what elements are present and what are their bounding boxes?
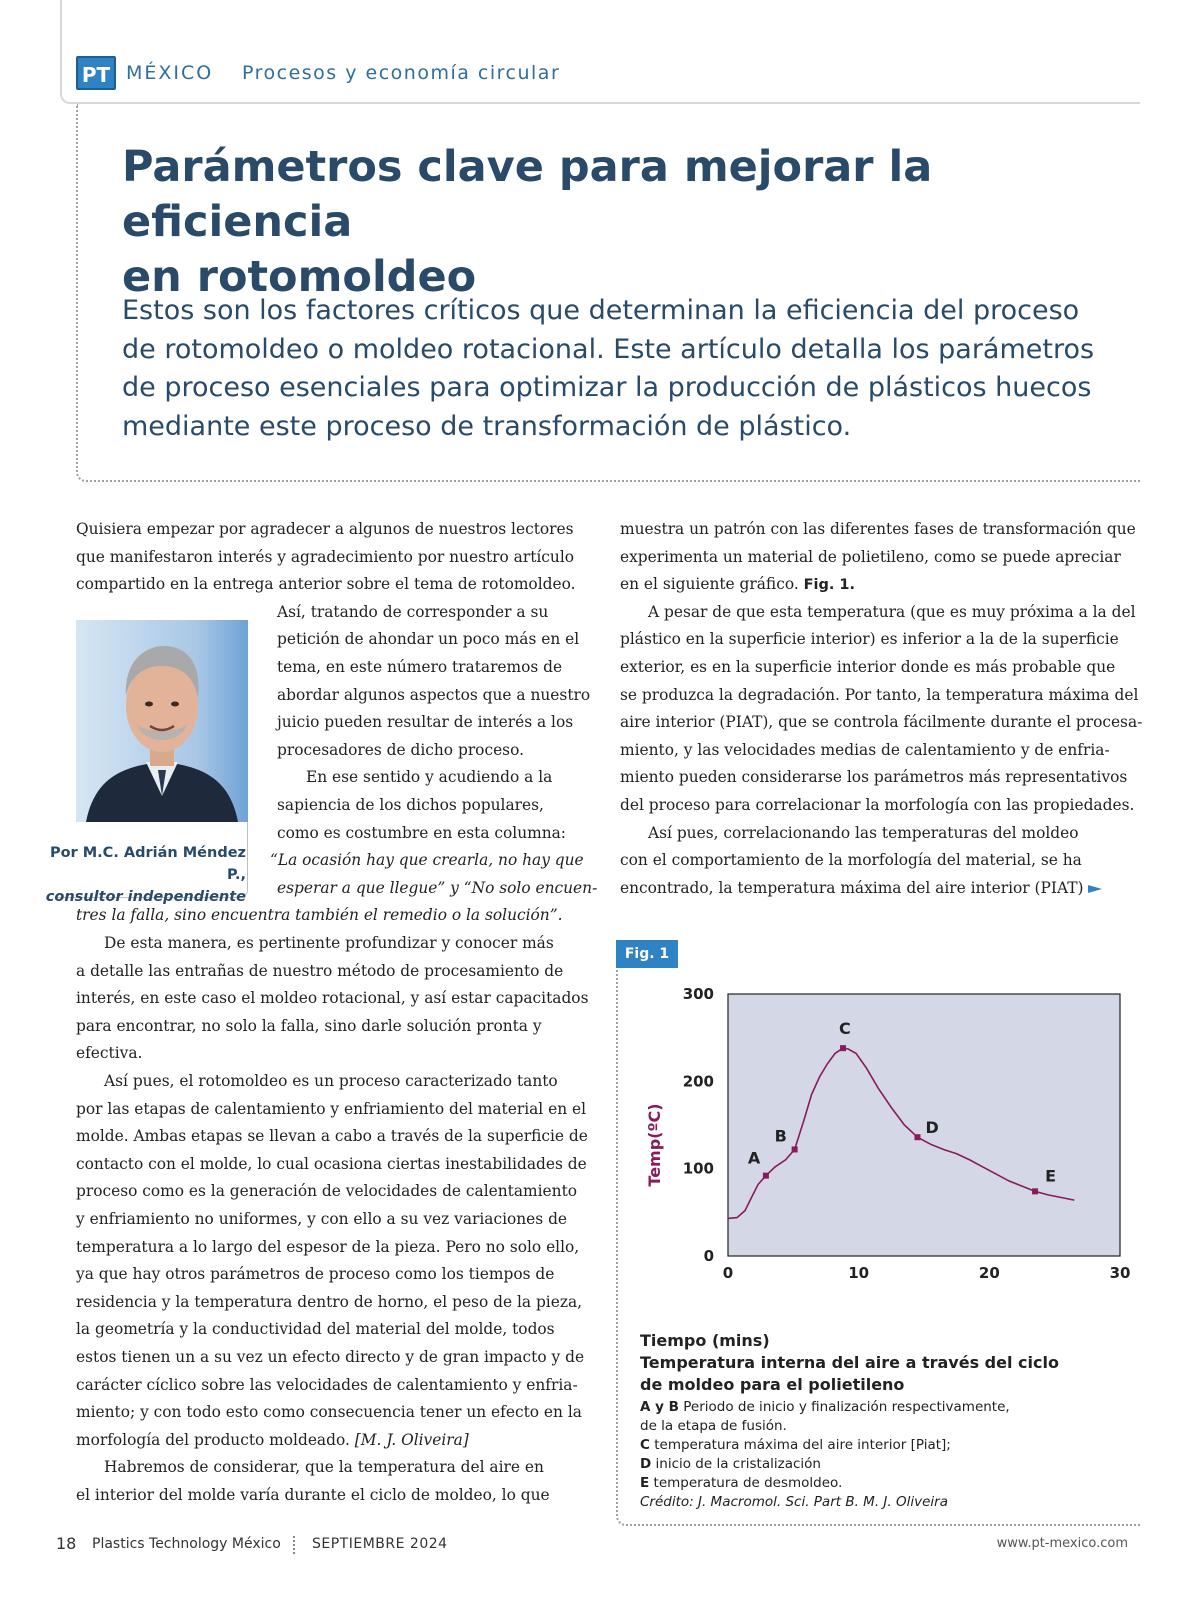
y-tick-label: 300 bbox=[682, 985, 714, 1003]
title-line: Parámetros clave para mejorar la eficiencia bbox=[122, 142, 933, 247]
author-photo bbox=[76, 620, 248, 822]
marker-point bbox=[840, 1045, 846, 1051]
author-byline bbox=[26, 842, 246, 908]
article-title bbox=[122, 140, 1122, 305]
quote-line: esperar a que llegue” y “No solo encuen- bbox=[277, 878, 598, 897]
issue-date: SEPTIEMBRE 2024 bbox=[312, 1536, 448, 1552]
note-text: temperatura de desmoldeo. bbox=[653, 1475, 843, 1491]
footer-divider bbox=[293, 1536, 295, 1554]
y-tick-label: 100 bbox=[682, 1159, 714, 1178]
author-role: consultor independiente bbox=[45, 889, 246, 905]
body-line: sapiencia de los dichos populares, bbox=[277, 796, 544, 814]
lead-line: Estos son los factores críticos que determinan la eficiencia del proceso bbox=[122, 295, 1080, 326]
y-axis-label: Temp(ºC) bbox=[645, 1103, 664, 1187]
publication-name: Plastics Technology México bbox=[92, 1536, 281, 1552]
body-line: proceso como es la generación de velocidades de calentamiento bbox=[76, 1182, 578, 1201]
lead-line: de proceso esenciales para optimizar la producción de plásticos huecos bbox=[122, 372, 1092, 403]
marker-label: B bbox=[774, 1126, 787, 1146]
note-text: inicio de la cristalización bbox=[655, 1456, 821, 1472]
note-text: temperatura máxima del aire interior [Piat]; bbox=[654, 1437, 951, 1453]
body-line: En ese sentido y acudiendo a la bbox=[306, 768, 553, 787]
continue-arrow-icon bbox=[1088, 885, 1102, 893]
body-line: De esta manera, es pertinente profundizar y conocer más bbox=[104, 934, 554, 952]
note-key: E bbox=[640, 1475, 650, 1491]
body-line: miento, y las velocidades medias de calentamiento y de enfria- bbox=[620, 740, 1110, 759]
body-line: abordar algunos aspectos que a nuestro bbox=[277, 685, 591, 704]
body-line bbox=[620, 571, 855, 600]
figure-credit: Crédito: J. Macromol. Sci. Part B. M. J. Oliveira bbox=[640, 1494, 948, 1510]
body-line: A pesar de que esta temperatura (que es muy próxima a la del bbox=[648, 602, 1136, 621]
header-frame bbox=[60, 0, 1140, 104]
x-axis-label: Tiempo (mins) bbox=[640, 1331, 770, 1350]
body-line bbox=[76, 1427, 469, 1455]
article-lead bbox=[122, 292, 1132, 446]
body-line: contacto con el molde, lo cual ocasiona ciertas inestabilidades de bbox=[76, 1154, 587, 1173]
body-line: carácter cíclico sobre las velocidades de calentamiento y enfria- bbox=[76, 1375, 578, 1394]
body-line: aire interior (PIAT), que se controla fácilmente durante el procesa- bbox=[620, 713, 1143, 732]
body-line: muestra un patrón con las diferentes fases de transformación que bbox=[620, 520, 1136, 538]
figure-note bbox=[640, 1474, 842, 1493]
author-name: Por M.C. Adrián Méndez P., bbox=[49, 845, 246, 883]
body-line: la geometría y la conductividad del material del molde, todos bbox=[76, 1320, 555, 1339]
figure-note bbox=[640, 1455, 821, 1474]
body-line: que manifestaron interés y agradecimiento por nuestro artículo bbox=[76, 547, 575, 566]
section-topic: Procesos y economía circular bbox=[242, 62, 561, 84]
body-line: y enfriamiento no uniformes, y con ello a su vez variaciones de bbox=[76, 1210, 568, 1228]
body-line: Así pues, el rotomoldeo es un proceso caracterizado tanto bbox=[104, 1072, 558, 1090]
body-line: con el comportamiento de la morfología del material, se ha bbox=[620, 851, 1082, 870]
body-line: miento; y con todo esto como consecuencia tener un efecto en la bbox=[76, 1403, 582, 1422]
marker-label: E bbox=[1045, 1166, 1057, 1186]
body-line: se produzca la degradación. Por tanto, la temperatura máxima del bbox=[620, 685, 1139, 704]
body-line: a detalle las entrañas de nuestro método de procesamiento de bbox=[76, 961, 564, 980]
figure-reference: Fig. 1. bbox=[803, 577, 856, 594]
body-line: tema, en este número trataremos de bbox=[277, 658, 563, 676]
x-tick-label: 10 bbox=[848, 1264, 870, 1282]
body-line: del proceso para correlacionar la morfología con las propiedades. bbox=[620, 796, 1135, 814]
body-text: encontrado, la temperatura máxima del aire interior (PIAT) bbox=[620, 878, 1084, 897]
citation: [M. J. Oliveira] bbox=[354, 1430, 469, 1449]
body-line: por las etapas de calentamiento y enfriamiento del material en el bbox=[76, 1099, 587, 1118]
body-line: petición de ahondar un poco más en el bbox=[277, 630, 580, 649]
plot-area bbox=[728, 994, 1120, 1256]
body-line: Así pues, correlacionando las temperaturas del moldeo bbox=[648, 823, 1079, 842]
note-text: Periodo de inicio y finalización respectivamente, bbox=[683, 1399, 1010, 1415]
note-key: C bbox=[640, 1437, 650, 1453]
lead-line: de rotomoldeo o moldeo rotacional. Este artículo detalla los parámetros bbox=[122, 333, 1095, 365]
body-line: compartido en la entrega anterior sobre el tema de rotomoldeo. bbox=[76, 575, 576, 594]
note-key: D bbox=[640, 1456, 652, 1472]
figure-note bbox=[640, 1417, 787, 1436]
section-country: MÉXICO bbox=[126, 62, 214, 84]
body-line: exterior, es en la superficie interior donde es más probable que bbox=[620, 658, 1116, 676]
body-line: ya que hay otros parámetros de proceso como los tiempos de bbox=[76, 1265, 555, 1284]
body-line: Quisiera empezar por agradecer a algunos de nuestros lectores bbox=[76, 520, 574, 538]
lead-line: mediante este proceso de transformación de plástico. bbox=[122, 410, 852, 442]
figure-note bbox=[640, 1398, 1010, 1417]
body-line: procesadores de dicho proceso. bbox=[277, 740, 524, 759]
body-line: juicio pueden resultar de interés a los bbox=[277, 713, 574, 732]
body-text: en el siguiente gráfico. bbox=[620, 575, 799, 594]
x-tick-label: 30 bbox=[1109, 1264, 1131, 1282]
marker-point bbox=[1032, 1188, 1038, 1194]
body-line: estos tienen un a su vez un efecto directo y de gran impacto y de bbox=[76, 1348, 585, 1366]
author-portrait-icon bbox=[76, 620, 248, 822]
page-number: 18 bbox=[56, 1534, 77, 1553]
figure-tag: Fig. 1 bbox=[616, 940, 678, 968]
pt-logo: PT bbox=[76, 56, 116, 90]
marker-point bbox=[763, 1173, 769, 1179]
x-tick-label: 20 bbox=[978, 1264, 1000, 1282]
x-tick-label: 0 bbox=[722, 1264, 734, 1282]
temperature-chart bbox=[632, 980, 1142, 1310]
y-tick-label: 0 bbox=[703, 1247, 714, 1265]
quote-line: tres la falla, sino encuentra también el remedio o la solución”. bbox=[76, 906, 563, 925]
body-line: el interior del molde varía durante el ciclo de moldeo, lo que bbox=[76, 1486, 550, 1504]
figure-note bbox=[640, 1436, 951, 1455]
body-line: temperatura a lo largo del espesor de la pieza. Pero no solo ello, bbox=[76, 1237, 580, 1256]
body-text: morfología del producto moldeado. bbox=[76, 1430, 350, 1449]
marker-point bbox=[914, 1134, 920, 1140]
figure-caption-title: Temperatura interna del aire a través del ciclo bbox=[640, 1353, 1059, 1372]
marker-label: D bbox=[925, 1118, 939, 1138]
body-line: Así, tratando de corresponder a su bbox=[277, 602, 549, 621]
body-line bbox=[620, 875, 1102, 903]
body-line: experimenta un material de polietileno, como se puede apreciar bbox=[620, 547, 1121, 566]
quote-line: “La ocasión hay que crearla, no hay que bbox=[270, 851, 584, 870]
body-line: miento pueden considerarse los parámetros más representativos bbox=[620, 768, 1128, 787]
marker-point bbox=[792, 1146, 798, 1152]
figure-caption-title: de moldeo para el polietileno bbox=[640, 1375, 905, 1394]
body-line: molde. Ambas etapas se llevan a cabo a través de la superficie de bbox=[76, 1127, 588, 1146]
body-line: como es costumbre en esta columna: bbox=[277, 823, 566, 842]
website-link[interactable]: www.pt-mexico.com bbox=[996, 1536, 1128, 1551]
body-line: residencia y la temperatura dentro de horno, el peso de la pieza, bbox=[76, 1292, 583, 1311]
note-text: de la etapa de fusión. bbox=[640, 1418, 787, 1434]
body-line: plástico en la superficie interior) es inferior a la de la superficie bbox=[620, 630, 1119, 649]
body-line: Habremos de considerar, que la temperatura del aire en bbox=[104, 1458, 544, 1477]
body-line: para encontrar, no solo la falla, sino darle solución pronta y bbox=[76, 1016, 542, 1035]
title-line: en rotomoldeo bbox=[122, 252, 477, 302]
body-line: efectiva. bbox=[76, 1044, 143, 1063]
note-key: A y B bbox=[640, 1399, 679, 1415]
marker-label: A bbox=[747, 1148, 761, 1168]
body-line: interés, en este caso el moldeo rotacional, y así estar capacitados bbox=[76, 989, 589, 1008]
y-tick-label: 200 bbox=[682, 1072, 714, 1091]
marker-label: C bbox=[838, 1019, 851, 1039]
